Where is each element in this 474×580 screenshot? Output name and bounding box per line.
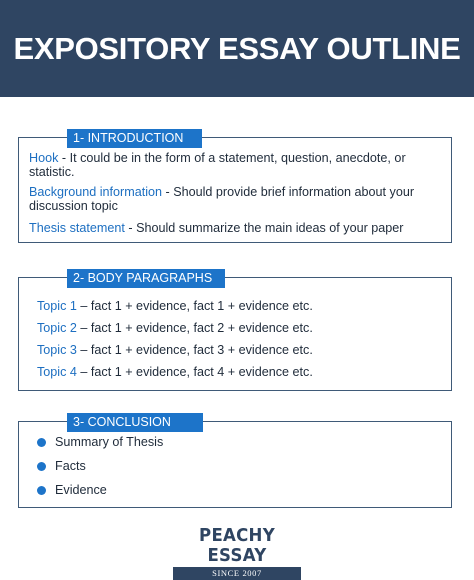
topic-item bbox=[37, 299, 313, 313]
bullet-text: Evidence bbox=[55, 483, 107, 497]
topic-term: Topic 1 bbox=[37, 299, 77, 313]
topic-term: Topic 4 bbox=[37, 365, 77, 379]
bullet-dot-icon bbox=[37, 486, 46, 495]
conclusion-label: 3- CONCLUSION bbox=[67, 413, 203, 432]
conclusion-bullet bbox=[37, 483, 107, 497]
topic-item bbox=[37, 343, 313, 357]
bullet-dot-icon bbox=[37, 462, 46, 471]
topic-text: – fact 1 + evidence, fact 1 + evidence etc. bbox=[76, 299, 313, 313]
bullet-text: Facts bbox=[55, 459, 86, 473]
hook-item bbox=[29, 151, 441, 179]
hook-text: - It could be in the form of a statement, question, anecdote, or statistic. bbox=[29, 151, 406, 179]
body-paragraphs-section bbox=[18, 271, 452, 391]
background-text: - Should provide brief information about your discussion topic bbox=[29, 185, 415, 213]
introduction-label: 1- INTRODUCTION bbox=[67, 129, 202, 148]
conclusion-section bbox=[18, 415, 452, 508]
page-header bbox=[0, 0, 474, 97]
thesis-term: Thesis statement bbox=[29, 221, 125, 235]
topic-text: – fact 1 + evidence, fact 2 + evidence etc. bbox=[76, 321, 313, 335]
topic-term: Topic 3 bbox=[37, 343, 77, 357]
background-item bbox=[29, 185, 441, 213]
conclusion-bullet bbox=[37, 459, 86, 473]
bullet-text: Summary of Thesis bbox=[55, 435, 164, 449]
topic-text: – fact 1 + evidence, fact 4 + evidence etc. bbox=[76, 365, 313, 379]
thesis-text: - Should summarize the main ideas of your paper bbox=[124, 221, 404, 235]
bullet-dot-icon bbox=[37, 438, 46, 447]
topic-item bbox=[37, 321, 313, 335]
introduction-section bbox=[18, 131, 452, 243]
topic-text: – fact 1 + evidence, fact 3 + evidence etc. bbox=[76, 343, 313, 357]
logo-name: PEACHY ESSAY bbox=[199, 525, 275, 566]
body-paragraphs-label: 2- BODY PARAGRAPHS bbox=[67, 269, 225, 288]
hook-term: Hook bbox=[29, 151, 59, 165]
topic-term: Topic 2 bbox=[37, 321, 77, 335]
page-title: EXPOSITORY ESSAY OUTLINE bbox=[13, 30, 461, 66]
conclusion-bullet bbox=[37, 435, 163, 449]
brand-logo bbox=[166, 526, 308, 580]
thesis-item bbox=[29, 221, 441, 235]
logo-tagline: SINCE 2007 bbox=[173, 567, 301, 580]
topic-item bbox=[37, 365, 313, 379]
background-term: Background information bbox=[29, 185, 163, 199]
